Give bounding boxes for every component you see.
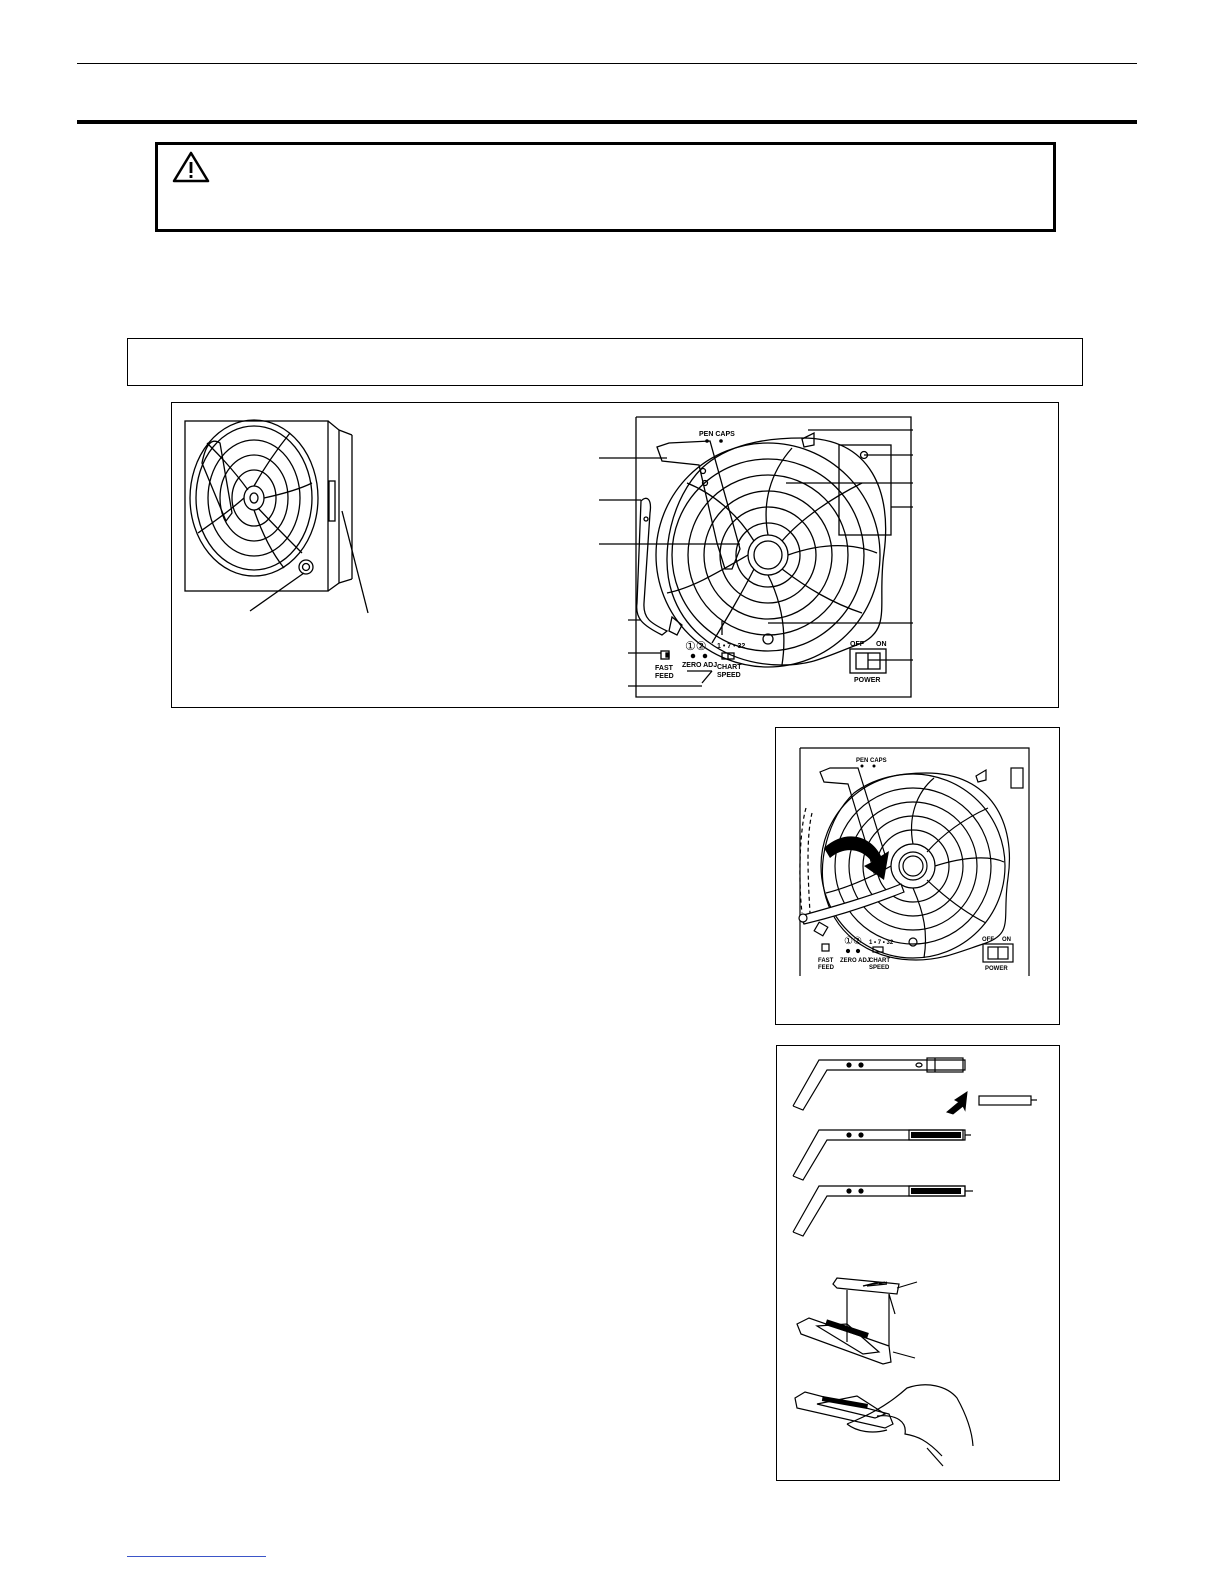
chart-speed-label-small: CHART	[869, 958, 890, 964]
power-on-label: ON	[876, 641, 887, 648]
pen-arm-swing-figure	[775, 727, 1060, 1025]
pen-caps-label-small: PEN CAPS	[856, 758, 887, 764]
chart-speed-range-small: 1 • 7 • 32	[869, 940, 894, 946]
fast-feed-label-small-2: FEED	[818, 965, 835, 971]
fast-feed-label-small: FAST	[818, 958, 834, 964]
header-rule-thin	[77, 63, 1137, 64]
chart-speed-label: CHART	[717, 664, 742, 671]
section-heading-box	[127, 338, 1083, 386]
zero-adj-label-small: ZERO ADJ	[840, 958, 871, 964]
footer-link-underline[interactable]	[127, 1556, 266, 1557]
pen-installation-diagram	[777, 1046, 1061, 1482]
pen-arm-swing-diagram	[776, 728, 1061, 1026]
zero-adj-label: ZERO ADJ	[682, 662, 718, 669]
warning-triangle-icon	[171, 151, 211, 183]
callout-leader-lines	[599, 430, 913, 686]
recorder-perspective-view	[185, 420, 368, 613]
pen-installation-figure	[776, 1045, 1060, 1481]
chart-speed-label-small-2: SPEED	[869, 965, 890, 971]
recorder-diagram	[172, 403, 1060, 709]
zero-adj-numbers: ①②	[685, 639, 707, 653]
zero-adj-numbers-small: ①②	[844, 936, 862, 947]
chart-speed-label-2: SPEED	[717, 672, 741, 679]
recorder-diagram-figure	[171, 402, 1059, 708]
pen-caps-label: PEN CAPS	[699, 431, 735, 438]
power-off-label-small: OFF	[982, 937, 994, 943]
power-label: POWER	[854, 677, 881, 684]
power-on-label-small: ON	[1002, 937, 1011, 943]
header-rule-thick	[77, 120, 1137, 124]
caution-box	[155, 142, 1056, 232]
power-label-small: POWER	[985, 966, 1008, 972]
recorder-front-view	[636, 417, 911, 697]
fast-feed-label-2: FEED	[655, 673, 674, 680]
chart-speed-range: 1 • 7 • 32	[717, 643, 746, 650]
power-off-label: OFF	[850, 641, 864, 648]
fast-feed-label: FAST	[655, 665, 673, 672]
